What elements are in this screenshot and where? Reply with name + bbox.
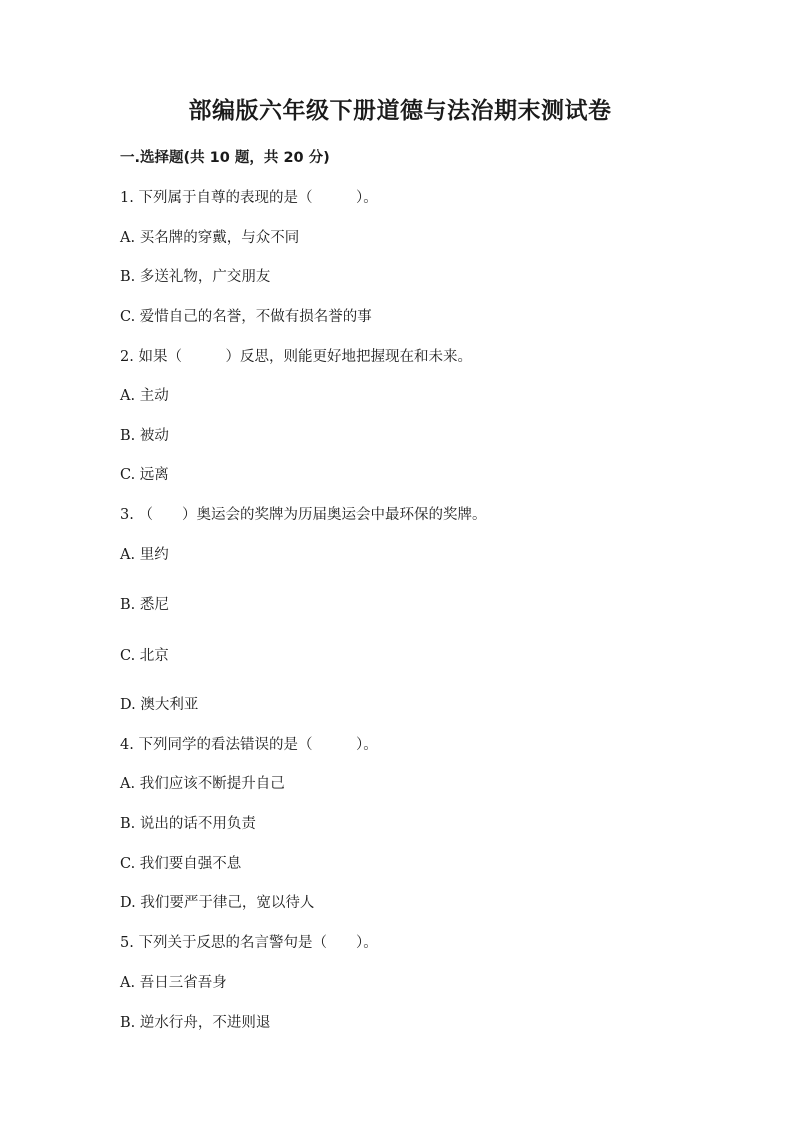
question-1-option-a: A. 买名牌的穿戴，与众不同 <box>120 230 300 246</box>
question-1: 1. 下列属于自尊的表现的是（ ）。 <box>120 190 378 206</box>
question-3-option-c: C. 北京 <box>120 648 169 664</box>
question-2-option-b: B. 被动 <box>120 428 169 444</box>
question-1-option-b: B. 多送礼物，广交朋友 <box>120 269 271 285</box>
question-4: 4. 下列同学的看法错误的是（ ）。 <box>120 737 378 753</box>
question-5-option-a: A. 吾日三省吾身 <box>120 975 227 991</box>
section-heading: 一.选择题(共 10 题，共 20 分) <box>120 150 330 166</box>
question-4-option-c: C. 我们要自强不息 <box>120 856 242 872</box>
question-5-option-b: B. 逆水行舟，不进则退 <box>120 1015 271 1031</box>
question-4-option-b: B. 说出的话不用负责 <box>120 816 256 832</box>
question-5: 5. 下列关于反思的名言警句是（ ）。 <box>120 935 378 951</box>
question-4-option-a: A. 我们应该不断提升自己 <box>120 776 285 792</box>
question-1-option-c: C. 爱惜自己的名誉，不做有损名誉的事 <box>120 309 372 325</box>
question-2-option-a: A. 主动 <box>120 388 169 404</box>
question-3-option-a: A. 里约 <box>120 547 169 563</box>
question-3-option-b: B. 悉尼 <box>120 597 169 613</box>
question-4-option-d: D. 我们要严于律己，宽以待人 <box>120 895 315 911</box>
question-3: 3. （ ）奥运会的奖牌为历届奥运会中最环保的奖牌。 <box>120 507 487 523</box>
question-3-option-d: D. 澳大利亚 <box>120 697 199 713</box>
question-2-option-c: C. 远离 <box>120 467 169 483</box>
exam-title: 部编版六年级下册道德与法治期末测试卷 <box>188 98 612 124</box>
question-2: 2. 如果（ ）反思，则能更好地把握现在和未来。 <box>120 349 472 365</box>
